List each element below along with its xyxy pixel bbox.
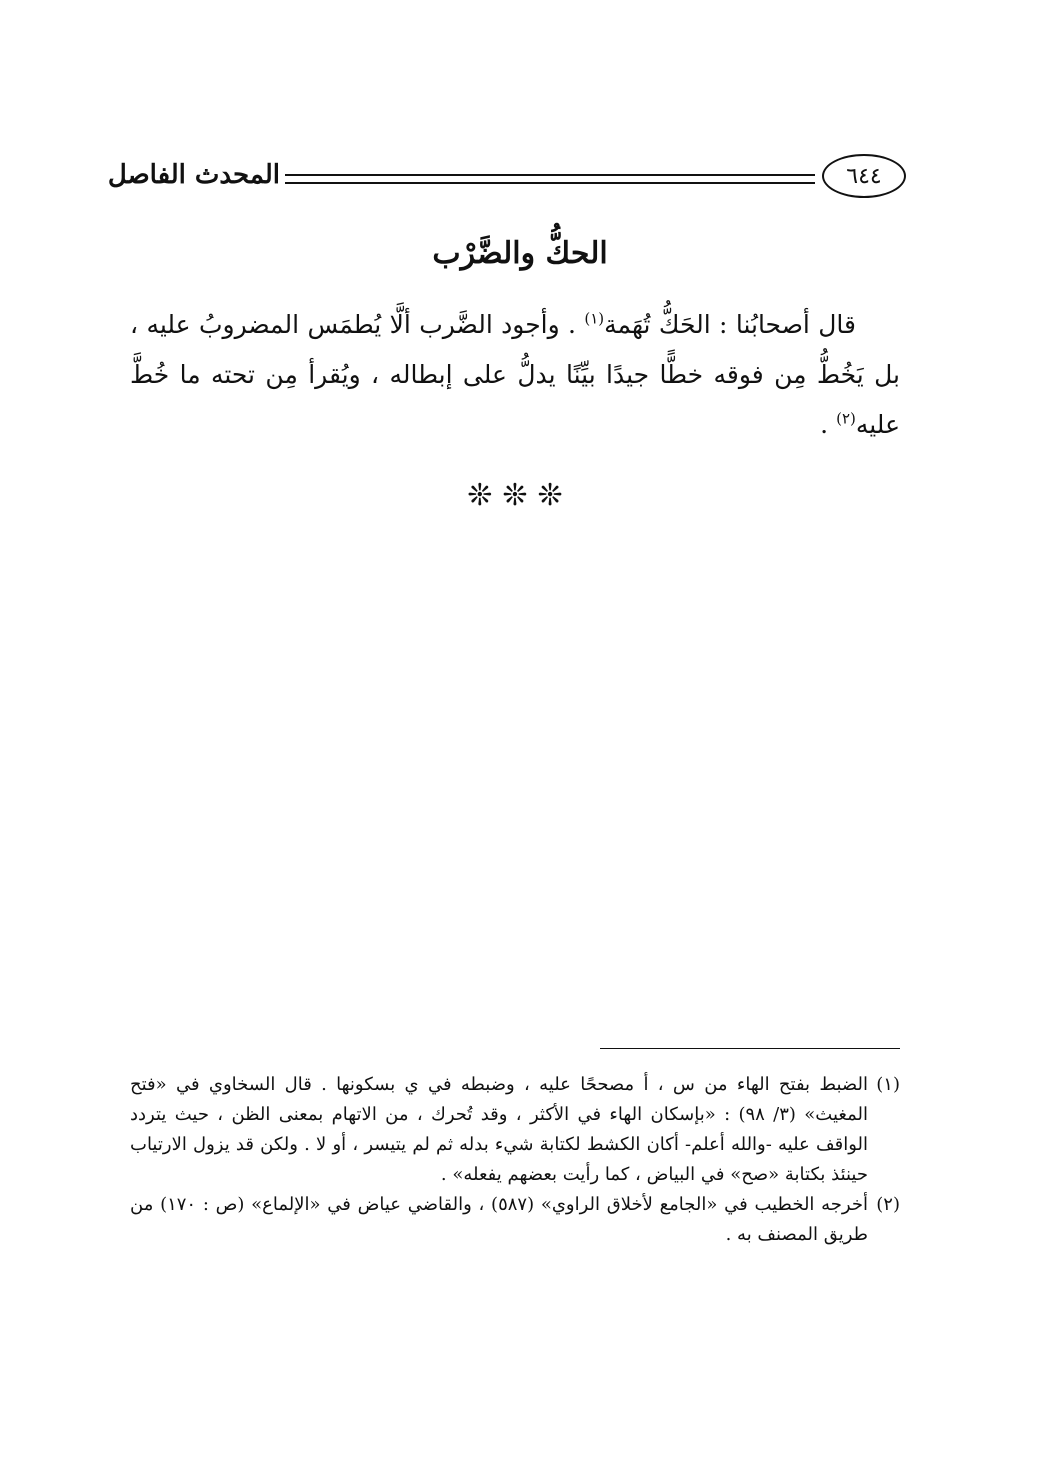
footnote-ref-2: (٢) xyxy=(836,409,856,428)
paragraph-part-2: . وأجود الضَّرب ألَّا يُطمَس المضروبُ عليه ، بل يَخُطُّ مِن فوقه خطًّا جيدًا بيِّنًا يدلُّ على إبطاله ، ويُقرأ مِن تحته ما خُطَّ عليه xyxy=(130,310,900,439)
footnote-number: (١) xyxy=(876,1074,900,1095)
main-paragraph xyxy=(130,300,900,450)
paragraph-end: . xyxy=(820,410,837,439)
footnote-divider xyxy=(600,1048,900,1049)
footnotes-section xyxy=(130,1070,900,1250)
running-book-title: المحدث الفاصل xyxy=(107,160,280,190)
section-heading: الحكُّ والضَّرْب xyxy=(432,236,608,271)
body-paragraph xyxy=(130,300,900,450)
footnote-text: الضبط بفتح الهاء من س ، أ مصححًا عليه ، وضبطه في ي بسكونها . قال السخاوي في «فتح المغيث» (٣/ ٩٨) : «بإسكان الهاء في الأكثر ، وقد تُحرك ، من الاتهام بمعنى الظن ، حيث يتردد الواقف عليه -والله أعلم- أكان الكشط لكتابة شيء بدله ثم لم يتيسر ، أو لا . ولكن قد يزول الارتياب حينئذ بكتابة «صح» في البياض ، كما رأيت بعضهم يفعله» . xyxy=(130,1074,868,1185)
footnote-2 xyxy=(130,1190,900,1250)
footnote-number: (٢) xyxy=(876,1194,900,1215)
page-number: ٦٤٤ xyxy=(822,154,906,198)
page-header xyxy=(107,150,910,210)
footnote-ref-1: (١) xyxy=(584,309,605,328)
header-double-rule xyxy=(285,174,815,184)
footnote-text: أخرجه الخطيب في «الجامع لأخلاق الراوي» (٥٨٧) ، والقاضي عياض في «الإلماع» (ص : ١٧٠) من طريق المصنف به . xyxy=(130,1194,868,1245)
section-separator-stars: ❊❊❊ xyxy=(467,478,573,513)
paragraph-part-1: قال أصحابُنا : الحَكُّ تُهَمة xyxy=(604,310,856,339)
footnote-1 xyxy=(130,1070,900,1190)
